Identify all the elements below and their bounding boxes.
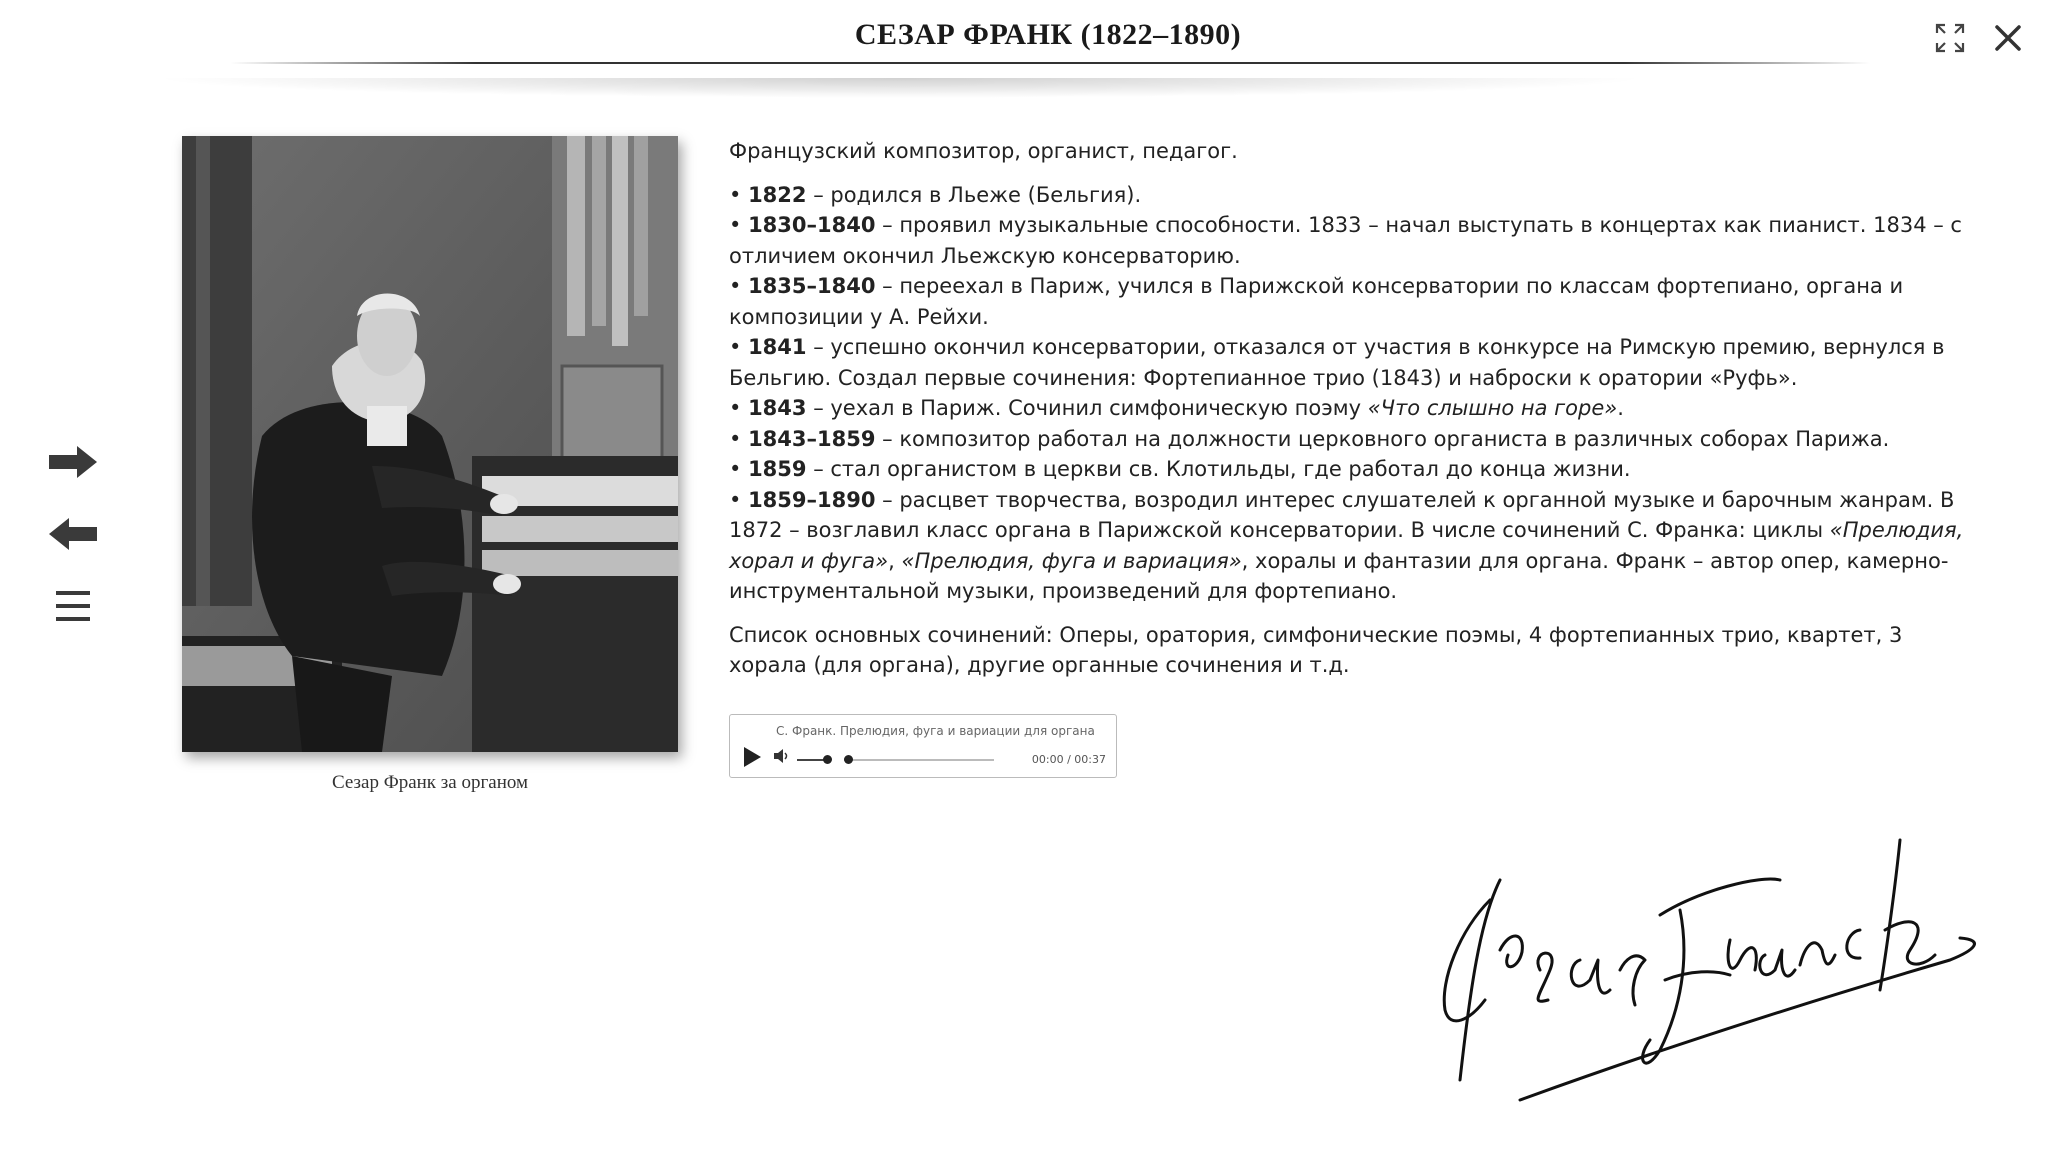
- bio-text: – уехал в Париж. Сочинил симфоническую поэму: [806, 396, 1368, 420]
- bio-text: – стал органистом в церкви св. Клотильды, где работал до конца жизни.: [806, 457, 1631, 481]
- side-navigation: [44, 440, 102, 628]
- list-item: • 1835–1840 – переехал в Париж, учился в Парижской консерватории по классам фортепиано, органа и композиции у А. Рейхи.: [729, 274, 1904, 329]
- page-title: СЕЗАР ФРАНК (1822–1890): [854, 18, 1242, 51]
- window-controls: [1930, 18, 2028, 58]
- bio-text: – проявил музыкальные способности. 1833 – начал выступать в концертах как пианист. 1834 – с отличием окончил Льежскую консерваторию.: [729, 213, 1962, 268]
- bio-year: 1822: [748, 182, 807, 207]
- title-divider: [230, 62, 1870, 64]
- progress-bar[interactable]: [844, 759, 994, 761]
- arrow-left-icon[interactable]: [44, 512, 102, 556]
- bio-year: 1859: [748, 457, 807, 481]
- close-icon[interactable]: [1988, 18, 2028, 58]
- bio-year: 1841: [748, 335, 807, 359]
- progress-knob[interactable]: [844, 755, 853, 764]
- biography-text: [729, 136, 1969, 694]
- bio-text: – расцвет творчества, возродил интерес слушателей к органной музыке и барочным жанрам. В 1872 – возглавил класс органа в Парижской консерватории. В числе сочинений С. Франка: циклы: [729, 487, 1955, 542]
- work-title: «Прелюдия, хорал и фуга»: [729, 518, 1964, 573]
- list-item: • 1843–1859 – композитор работал на должности церковного органиста в различных соборах Парижа.: [729, 426, 1890, 451]
- time-display: 00:00 / 00:37: [1031, 753, 1106, 766]
- track-title: С. Франк. Прелюдия, фуга и вариации для органа: [776, 724, 1095, 738]
- work-title: «Прелюдия, фуга и вариация»: [901, 548, 1242, 573]
- list-item: • 1830–1840 – проявил музыкальные способности. 1833 – начал выступать в концертах как пианист. 1834 – с отличием окончил Льежскую консерваторию.: [729, 213, 1962, 268]
- bio-year: 1859–1890: [748, 487, 876, 512]
- biography-list: [729, 180, 1969, 607]
- intro-text: Французский композитор, органист, педагог.: [729, 139, 1238, 163]
- volume-knob[interactable]: [823, 755, 832, 764]
- menu-icon[interactable]: [44, 584, 102, 628]
- play-icon[interactable]: [742, 746, 762, 772]
- list-item: • 1859 – стал органистом в церкви св. Клотильды, где работал до конца жизни.: [729, 457, 1631, 481]
- bio-text: .: [1617, 396, 1624, 420]
- bio-text: – композитор работал на должности церковного органиста в различных соборах Парижа.: [875, 426, 1890, 451]
- list-item: • 1822 – родился в Льеже (Бельгия).: [729, 182, 1142, 207]
- list-item: • 1843 – уехал в Париж. Сочинил симфоническую поэму «Что слышно на горе».: [729, 396, 1624, 420]
- works-text: Список основных сочинений: Оперы, оратория, симфонические поэмы, 4 фортепианных трио, квартет, 3 хорала (для органа), другие органные сочинения и т.д.: [729, 622, 1903, 677]
- photo-caption: Сезар Франк за органом: [331, 772, 529, 793]
- title-shadow: [150, 78, 1650, 98]
- volume-icon[interactable]: [773, 748, 791, 768]
- list-item: • 1859–1890 – расцвет творчества, возродил интерес слушателей к органной музыке и барочным жанрам. В 1872 – возглавил класс органа в Парижской консерватории. В числе сочинений С. Франка: циклы «Прелюдия, хорал и фуга», «Прелюдия, фуга и вариация», хоралы и фантазии для органа. Франк – автор опер, камерно-инструментальной музыки, произведений для фортепиано.: [729, 487, 1964, 603]
- composer-photo: [182, 136, 678, 752]
- work-title: «Что слышно на горе»: [1367, 396, 1618, 420]
- bio-text: , хоралы и фантазии для органа. Франк – автор опер, камерно-инструментальной музыки, произведений для фортепиано.: [729, 548, 1949, 603]
- signature-image: [1430, 820, 1990, 1114]
- bio-year: 1843–1859: [748, 426, 876, 451]
- arrow-right-icon[interactable]: [44, 440, 102, 484]
- list-item: • 1841 – успешно окончил консерватории, отказался от участия в конкурсе на Римскую премию, вернулся в Бельгию. Создал первые сочинения: Фортепианное трио (1843) и наброски к оратории «Руфь».: [729, 335, 1945, 390]
- audio-player: [729, 714, 1117, 778]
- bio-text: – успешно окончил консерватории, отказался от участия в конкурсе на Римскую премию, вернулся в Бельгию. Создал первые сочинения: Фортепианное трио (1843) и наброски к оратории «Руфь».: [729, 335, 1945, 390]
- fullscreen-icon[interactable]: [1930, 18, 1970, 58]
- bio-text: – переехал в Париж, учился в Парижской консерватории по классам фортепиано, органа и композиции у А. Рейхи.: [729, 274, 1904, 329]
- bio-text: – родился в Льеже (Бельгия).: [806, 182, 1142, 207]
- bio-year: 1835–1840: [748, 274, 876, 298]
- bio-text: ,: [888, 548, 902, 573]
- bio-year: 1843: [748, 396, 807, 420]
- bio-year: 1830–1840: [748, 213, 876, 237]
